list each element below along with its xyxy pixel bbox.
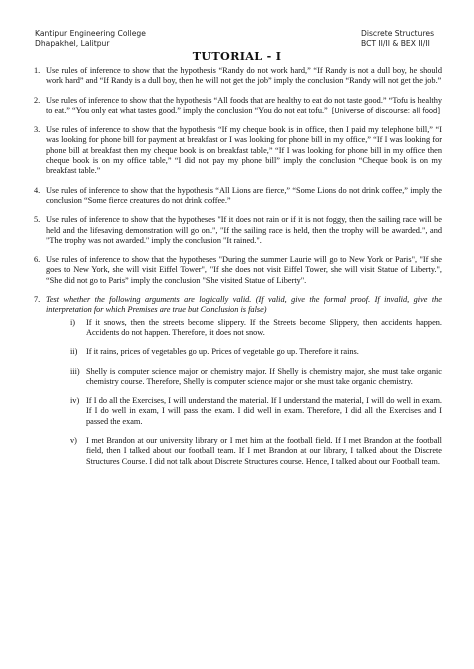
question-5 [34, 215, 442, 246]
sub-item [70, 396, 442, 427]
question-text: Use rules of inference to show that the hypothesis “All Lions are fierce,” “Some Lions do not drink coffee,” imply the conclusion “Some fierce creatures do not drink coffee.” [46, 185, 442, 205]
sub-item [70, 436, 442, 467]
sub-item-number: iii) [70, 366, 80, 376]
question-number: 2. [34, 95, 41, 105]
subject-name: Discrete Structures [361, 29, 435, 38]
question-text: Use rules of inference to show that the hypothesis “All foods that are healthy to eat do not taste good.” “Tofu is healthy to eat.” “You only eat what tastes good.” imply the conclusion “You do not eat tofu.” [46, 95, 442, 115]
question-text: Use rules of inference to show that the hypothesis “If my cheque book is in office, then I paid my telephone bill,” “I was looking for phone bill for payment at breakfast or I was looking for phone bill in my office,” “If I was looking for phone bill at breakfast then my cheque book is on breakfast table,” “If I was looking for phone bill in my office then cheque book is on my office table,” “I did not pay my phone bill” imply the conclusion “Cheque book is on my breakfast table.” [46, 125, 442, 176]
sub-item [70, 347, 442, 357]
sub-item-text: If it rains, prices of vegetables go up. Prices of vegetable go up. Therefore it rains. [86, 347, 359, 357]
question-text: Use rules of inference to show that the hypothesis “Randy do not work hard,” “If Randy is not a dull boy, he should work hard” and “If Randy is a dull boy, then he will not get the job” imply the conclusion “Randy will not get the job.” [46, 66, 442, 86]
questions-list [34, 66, 442, 476]
sub-item-text: If I do all the Exercises, I will understand the material. If I understand the material, I will do well in exam. If I do well in exam, I will pass the exam. I did well in exam. Therefore, I did all the Exercises and I passed the exam. [86, 396, 442, 426]
question-6 [34, 255, 442, 286]
question-1 [34, 66, 442, 87]
question-number: 5. [34, 215, 41, 225]
universe-note: [Universe of discourse: all food] [331, 106, 441, 115]
question-7 [34, 295, 442, 316]
sub-item-text: Shelly is computer science major or chemistry major. If Shelly is chemistry major, she must take organic chemistry course. Therefore, Shelly is computer science major or she must take organic chemistry. [86, 366, 442, 386]
header-right [361, 29, 434, 49]
sub-item-number: v) [70, 436, 77, 446]
question-number: 7. [34, 295, 41, 305]
page-title: TUTORIAL - I [192, 49, 282, 63]
question-text: Use rules of inference to show that the hypotheses "During the summer Laurie will go to New York or Paris", "If she goes to New York, she will visit Eiffel Tower", "If she does not visit Eiffel Tower, she will visit Statue of Liberty.", “She did not go to Paris” imply the conclusion "She visited Statue of Liberty". [46, 255, 442, 285]
question-text: Test whether the following arguments are logically valid. (If valid, give the formal proof. If invalid, give the interpretation for which Premises are true but Conclusion is false) [46, 295, 442, 315]
college-name: Kantipur Engineering College [35, 29, 146, 38]
question-number: 4. [34, 185, 41, 195]
question-number: 6. [34, 255, 41, 265]
sub-items-list [34, 318, 442, 467]
question-number: 1. [34, 66, 41, 75]
college-address: Dhapakhel, Lalitpur [35, 39, 110, 48]
sub-item-text: I met Brandon at our university library or I met him at the football field. If I met Brandon at the football field, then I talked about our football team. If I met Brandon at our library, I talked about the Discrete Structures Course. I did not talk about Discrete Structures course. Hence, I talked about our Football team. [86, 436, 442, 466]
question-2 [34, 96, 442, 117]
program-name: BCT II/II & BEX II/II [361, 39, 430, 48]
sub-item-text: If it snows, then the streets become slippery. If the Streets become Slippery, then accidents happen. Accidents do not happen. Therefore, it does not snow. [86, 317, 442, 337]
question-3 [34, 125, 442, 176]
header-left [35, 29, 146, 49]
sub-item-number: i) [70, 317, 76, 327]
sub-item [70, 367, 442, 388]
sub-item-number: ii) [70, 347, 78, 357]
question-4 [34, 186, 442, 207]
question-text: Use rules of inference to show that the hypotheses "If it does not rain or if it is not foggy, then the sailing race will be held and the lifesaving demonstration will go on.", "If the sailing race is held, then the trophy will be awarded.", and "The trophy was not awarded." imply the conclusion "It rained.". [46, 215, 442, 245]
question-number: 3. [34, 125, 41, 135]
sub-item [70, 318, 442, 339]
sub-item-number: iv) [70, 396, 80, 406]
